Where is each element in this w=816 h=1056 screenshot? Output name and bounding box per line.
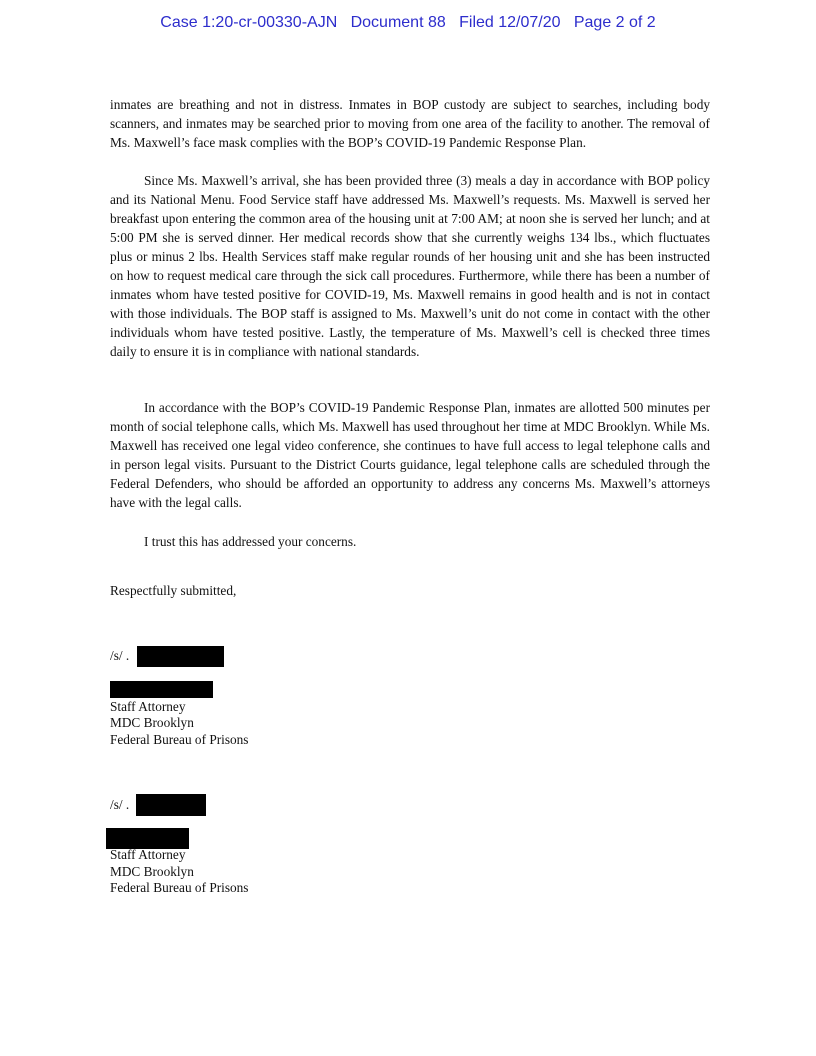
signer-office: MDC Brooklyn xyxy=(110,864,194,879)
signer-title: Staff Attorney xyxy=(110,699,186,714)
ecf-header xyxy=(0,14,816,32)
signer-title: Staff Attorney xyxy=(110,847,186,862)
signer-office: MDC Brooklyn xyxy=(110,715,194,730)
signer-agency: Federal Bureau of Prisons xyxy=(110,732,249,747)
signer-agency: Federal Bureau of Prisons xyxy=(110,880,249,895)
closing-salutation: Respectfully submitted, xyxy=(110,583,237,598)
redaction-signature-name xyxy=(137,646,224,667)
case-number: Case 1:20-cr-00330-AJN xyxy=(160,14,338,31)
paragraph-telephone: In accordance with the BOP’s COVID-19 Pandemic Response Plan, inmates are allotted 500 minutes per month of social telephone calls, which Ms. Maxwell has used throughout her time at MDC Brooklyn. While Ms. Maxwell has received one legal video conference, she continues to have full access to legal telephone calls and in person legal visits. Pursuant to the District Courts guidance, legal telephone calls are scheduled through the Federal Defenders, who should be afforded an opportunity to address any concerns Ms. Maxwell’s attorneys have with the legal calls. xyxy=(110,400,710,510)
document-number: Document 88 xyxy=(350,14,446,31)
filed-date: Filed 12/07/20 xyxy=(459,14,561,31)
paragraph-meals-health: Since Ms. Maxwell’s arrival, she has been provided three (3) meals a day in accordance with BOP policy and its National Menu. Food Service staff have addressed Ms. Maxwell’s requests. Ms. Maxwell is served her breakfast upon entering the common area of the housing unit at 7:00 AM; at noon she is served her lunch; and at 5:00 PM she is served dinner. Her medical records show that she currently weighs 134 lbs., which fluctuates plus or minus 2 lbs. Health Services staff make regular rounds of her housing unit and she has been instructed on how to request medical care through the sick call procedures. Furthermore, while there has been a number of inmates whom have tested positive for COVID-19, Ms. Maxwell remains in good health and is not in contact with those individuals. The BOP staff is assigned to Ms. Maxwell’s unit do not come in contact with the other individuals whom have tested positive. Lastly, the temperature of Ms. Maxwell’s cell is checked three times daily to ensure it is in compliance with national standards. xyxy=(110,173,710,359)
signature-prefix: /s/ . xyxy=(110,797,130,812)
signature-prefix: /s/ . xyxy=(110,648,130,663)
paragraph-closing-trust: I trust this has addressed your concerns. xyxy=(144,534,357,549)
redaction-printed-name xyxy=(110,681,213,698)
page-number: Page 2 of 2 xyxy=(573,14,656,31)
redaction-signature-name xyxy=(136,794,206,816)
paragraph-continuation: inmates are breathing and not in distress. Inmates in BOP custody are subject to searches, including body scanners, and inmates may be searched prior to moving from one area of the facility to another. The removal of Ms. Maxwell’s face mask complies with the BOP’s COVID-19 Pandemic Response Plan. xyxy=(110,97,710,150)
